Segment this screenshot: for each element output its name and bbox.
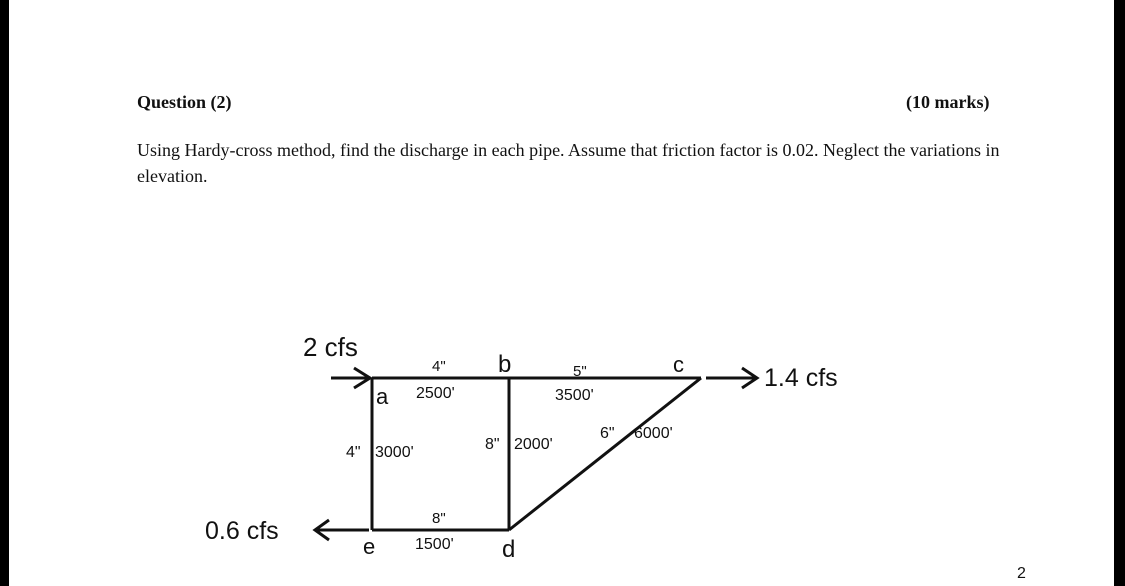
pipe-ae-diameter: 4" [346,444,361,461]
pipe-bc-length: 3500' [555,387,594,404]
outflow-c-label: 1.4 cfs [764,364,838,392]
pipe-bd-diameter: 8" [485,436,500,453]
pipe-ed-length: 1500' [415,536,454,553]
document-page [9,0,1114,586]
inflow-arrow-icon [331,368,370,388]
outflow-arrow-e-icon [315,520,369,540]
page-number: 2 [1017,565,1026,582]
inflow-label: 2 cfs [303,332,358,362]
outflow-arrow-c-icon [706,368,757,388]
node-b-label: b [498,351,512,378]
pipe-ab-length: 2500' [416,385,455,402]
question-text: Using Hardy-cross method, find the discharge in each pipe. Assume that friction factor is 0.02. Neglect the variations in elevation. [137,140,1000,186]
question-title: Question (2) [137,92,232,112]
pipe-bd-length: 2000' [514,436,553,453]
pipe-cd-diameter: 6" [600,425,615,442]
node-e-label: e [363,534,376,559]
pipe-ed-diameter: 8" [432,510,446,527]
pipe-ae-length: 3000' [375,444,414,461]
pipe-cd-length: 6000' [634,425,673,442]
pipe-cd [509,378,701,530]
question-marks: (10 marks) [906,92,990,112]
node-a-label: a [376,384,389,409]
pipe-ab-diameter: 4" [432,358,446,375]
outflow-e-label: 0.6 cfs [205,517,279,545]
node-c-label: c [673,352,684,377]
node-d-label: d [502,536,516,563]
pipe-network-diagram [9,0,1114,586]
pipe-bc-diameter: 5" [573,363,587,380]
